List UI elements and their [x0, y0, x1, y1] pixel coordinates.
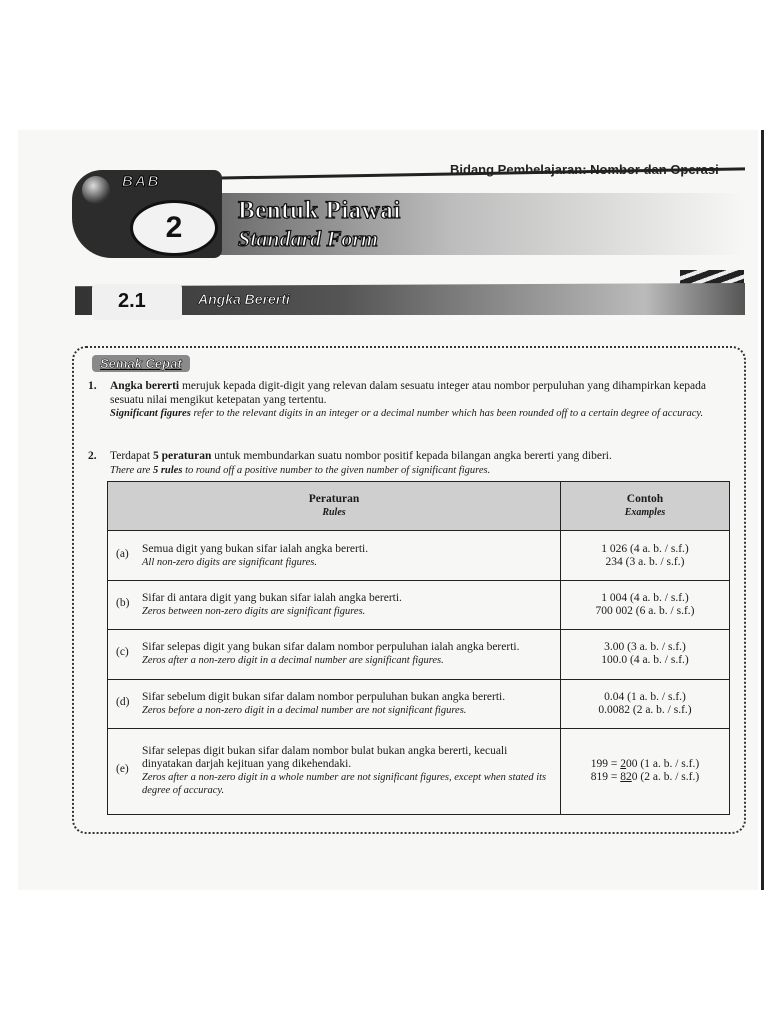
section-title: Angka Bererti: [198, 291, 290, 307]
rule-label: (d): [116, 695, 130, 708]
text: There are: [110, 464, 153, 476]
rule-label: (e): [116, 763, 129, 776]
rule-cell: [108, 728, 561, 814]
text: untuk membundarkan suatu nombor positif kepada bilangan angka bererti yang diberi.: [211, 450, 612, 462]
header-rules-en: Rules: [322, 507, 346, 519]
rule-text-en: All non-zero digits are significant figures.: [142, 556, 317, 568]
header-examples-ms: Contoh: [626, 493, 664, 506]
item-text-en: [110, 407, 740, 421]
chapter-title-en: Standard Form: [238, 226, 378, 251]
chapter-number: 2: [130, 200, 218, 256]
rule-cell: [108, 580, 561, 629]
item-number: 2.: [88, 450, 97, 462]
table-row: [108, 728, 730, 814]
chapter-label: BAB: [122, 173, 161, 190]
item-text-ms: [110, 380, 740, 407]
rule-text-ms: Sifar di antara digit yang bukan sifar ialah angka bererti.: [142, 591, 402, 604]
table-row: [108, 580, 730, 629]
rule-cell: [108, 679, 561, 728]
rule-text-en: Zeros between non-zero digits are significant figures.: [142, 605, 366, 617]
example-underlined: 2: [620, 758, 627, 771]
rule-text-en: Zeros before a non-zero digit in a decimal number are not significant figures.: [142, 704, 467, 716]
table-row: [108, 679, 730, 728]
rule-text-en: Zeros after a non-zero digit in a decimal number are significant figures.: [142, 655, 444, 667]
text-bold: 5 peraturan: [152, 450, 212, 462]
example-underlined: 82: [620, 771, 632, 784]
rule-cell: [108, 630, 561, 679]
example-2: 100.0 (4 a. b. / s.f.): [601, 654, 689, 667]
example-1: 1 004 (4 a. b. / s.f.): [601, 591, 689, 604]
example-cell: [561, 531, 730, 580]
page-edge: [761, 130, 764, 890]
item-definition-en: refer to the relevant digits in an integer or a decimal number which has been rounded off to a certain degree of accuracy.: [190, 408, 704, 419]
header-examples-en: Examples: [624, 507, 666, 519]
table-row: [108, 531, 730, 580]
example-part: 199 =: [590, 758, 621, 771]
example-cell: [561, 580, 730, 629]
item-term-en: Significant figures: [110, 408, 191, 419]
example-2: 0.0082 (2 a. b. / s.f.): [598, 703, 692, 716]
rule-text-ms: Sifar selepas digit bukan sifar dalam nombor bulat bukan angka bererti, kecuali dinyatakan darjah kejituan yang dikehendaki.: [142, 745, 508, 771]
example-1: 1 026 (4 a. b. / s.f.): [601, 542, 689, 555]
header-examples: [561, 482, 730, 531]
example-cell: [561, 630, 730, 679]
rule-text-ms: Sifar sebelum digit bukan sifar dalam nombor perpuluhan bukan angka bererti.: [142, 690, 506, 703]
chapter-title-ms: Bentuk Piawai: [238, 197, 401, 224]
table-header-row: [108, 482, 730, 531]
rule-text-en: Zeros after a non-zero digit in a whole number are not significant figures, except when stated its degree of accuracy.: [142, 772, 547, 797]
header-rules: [108, 482, 561, 531]
example-2: 700 002 (6 a. b. / s.f.): [595, 604, 695, 617]
badge-dot-icon: [82, 176, 110, 204]
example-1: 0.04 (1 a. b. / s.f.): [604, 690, 686, 703]
learning-area: Bidang Pembelajaran: Nombor dan Operasi: [450, 162, 719, 177]
example-1: [569, 758, 721, 771]
rule-label: (a): [116, 547, 129, 560]
rule-cell: [108, 531, 561, 580]
example-part: 00 (1 a. b. / s.f.): [626, 758, 700, 771]
example-cell: [561, 679, 730, 728]
rule-label: (b): [116, 597, 130, 610]
rule-text-ms: Sifar selepas digit yang bukan sifar dalam nombor perpuluhan ialah angka bererti.: [142, 641, 520, 654]
rule-text-ms: Semua digit yang bukan sifar ialah angka bererti.: [142, 542, 369, 555]
rules-table: [107, 481, 730, 815]
item-text-en: [110, 464, 740, 478]
section-number: 2.1: [118, 290, 146, 312]
example-part: 0 (2 a. b. / s.f.): [631, 771, 700, 784]
example-cell: [561, 728, 730, 814]
example-1: 3.00 (3 a. b. / s.f.): [604, 641, 686, 654]
item-number: 1.: [88, 380, 97, 392]
item-definition: merujuk kepada digit-digit yang relevan dalam sesuatu integer atau nombor perpuluhan yang dihampirkan kepada sesuatu nilai mengikut ketepatan yang tertentu.: [110, 380, 707, 406]
example-2: 234 (3 a. b. / s.f.): [605, 555, 685, 568]
quick-check-tag: Semak Cepat: [92, 355, 190, 372]
header-rules-ms: Peraturan: [308, 493, 360, 506]
table-row: [108, 630, 730, 679]
text: to round off a positive number to the given number of significant figures.: [182, 464, 491, 476]
item-term: Angka bererti: [110, 380, 180, 392]
rule-label: (c): [116, 646, 129, 659]
example-2: [569, 771, 721, 784]
text-bold: 5 rules: [152, 464, 183, 476]
example-part: 819 =: [590, 771, 621, 784]
text: Terdapat: [110, 450, 153, 462]
item-text-ms: [110, 450, 740, 464]
